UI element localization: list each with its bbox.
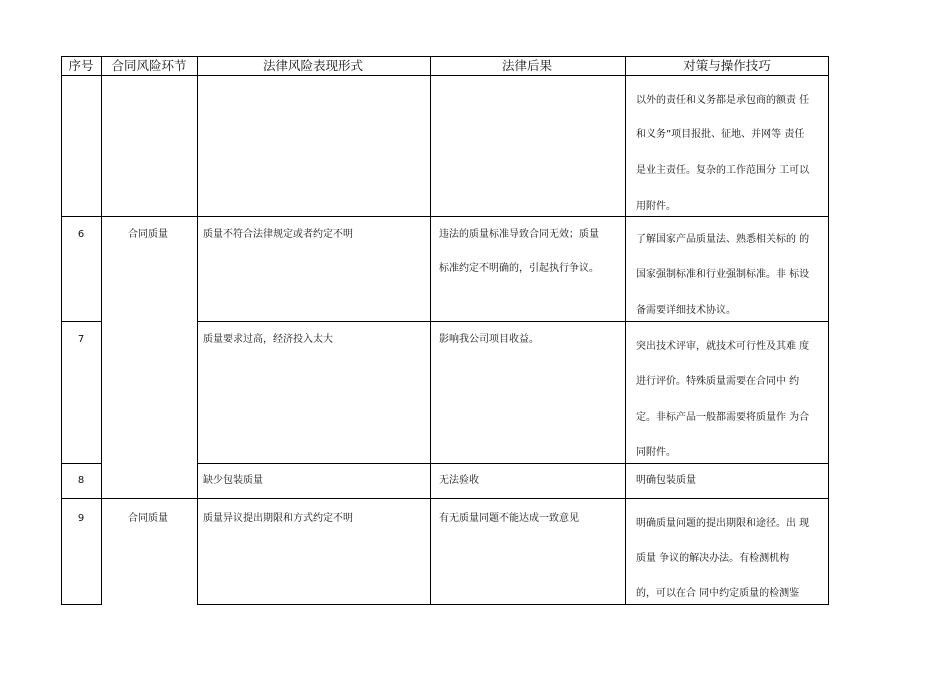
row-seq: 6 (77, 229, 85, 240)
strategy-line: 突出技术评审，就技术可行性及其难 度 (636, 341, 810, 352)
strategy-line: 进行评价。特殊质量需要在合同中 约 (636, 376, 800, 387)
grid-line (61, 56, 828, 57)
header-form: 法律风险表现形式 (262, 58, 364, 73)
strategy-line: 质量 争议的解决办法。有检测机构 (636, 553, 790, 564)
strategy-line: 了解国家产品质量法、熟悉相关标的 的 (636, 234, 810, 245)
consequence-line: 影响我公司项目收益。 (439, 334, 539, 345)
strategy-line: 是业主责任。复杂的工作范围分 工可以 (636, 165, 810, 176)
row-form: 质量不符合法律规定或者约定不明 (203, 229, 353, 240)
grid-line (430, 56, 431, 605)
strategy-line: 以外的责任和义务都是承包商的额责 任 (636, 95, 810, 106)
strategy-line: 和义务”项目报批、征地、并网等 责任 (636, 129, 805, 140)
row-form: 质量要求过高，经济投入太大 (203, 334, 333, 345)
grid-line (61, 498, 828, 499)
row-stage: 合同质量 (128, 229, 168, 240)
grid-line (101, 56, 102, 605)
header-seq: 序号 (68, 58, 94, 73)
header-stage: 合同风险环节 (111, 58, 187, 73)
grid-line (197, 321, 828, 322)
strategy-line: 用附件。 (636, 201, 676, 212)
row-form: 质量异议提出期限和方式约定不明 (203, 513, 353, 524)
consequence-line: 违法的质量标准导致合同无效；质量 (439, 229, 599, 240)
strategy-line: 定。非标产品一般都需要将质量作 为合 (636, 412, 810, 423)
grid-line (197, 604, 828, 605)
consequence-line: 有无质量同题不能达成一致意见 (439, 513, 579, 524)
row-seq: 8 (77, 475, 85, 486)
grid-line (828, 56, 829, 605)
grid-line (625, 56, 626, 605)
grid-line (197, 56, 198, 605)
strategy-line: 国家强制标准和行业强制标准。非 标设 (636, 269, 810, 280)
row-stage: 合同质量 (128, 513, 168, 524)
grid-line (61, 321, 101, 322)
grid-line (61, 463, 101, 464)
grid-line (197, 463, 828, 464)
strategy-line: 明确包装质量 (636, 475, 696, 486)
grid-line (61, 56, 62, 605)
row-seq: 9 (77, 513, 85, 524)
strategy-line: 的，可以在合 同中约定质量的检测鉴 (636, 588, 800, 599)
grid-line (61, 216, 828, 217)
header-strategy: 对策与操作技巧 (683, 58, 771, 73)
strategy-line: 明确质量问题的提出期限和途径。出 现 (636, 518, 810, 529)
row-form: 缺少包装质量 (203, 475, 263, 486)
strategy-line: 同附件。 (636, 447, 676, 458)
header-consequence: 法律后果 (501, 58, 553, 73)
consequence-line: 无法验收 (439, 475, 479, 486)
grid-line (61, 75, 828, 76)
consequence-line: 标准约定不明确的，引起执行争议。 (439, 263, 599, 274)
strategy-line: 备需要详细技术协议。 (636, 305, 736, 316)
grid-line (61, 604, 101, 605)
row-seq: 7 (77, 334, 85, 345)
